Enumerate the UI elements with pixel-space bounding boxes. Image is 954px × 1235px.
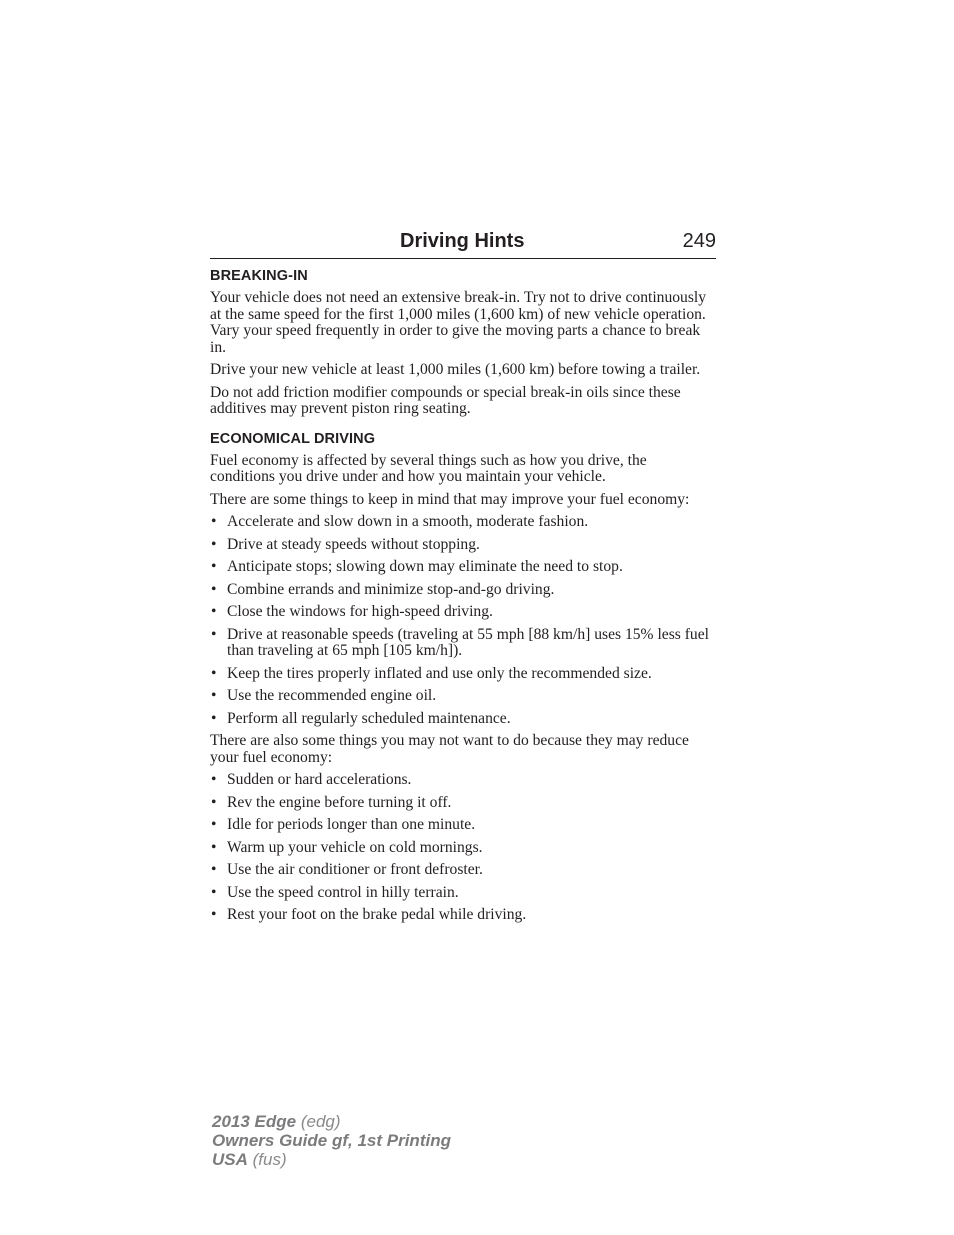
paragraph: There are some things to keep in mind that may improve your fuel economy: <box>210 490 690 508</box>
paragraph: Do not add friction modifier compounds or special break-in oils since these additives may prevent piston ring seating. <box>210 383 681 417</box>
footer-market-code: (fus) <box>247 1150 287 1169</box>
footer-model: 2013 Edge <box>212 1112 297 1131</box>
list-item <box>210 514 710 531</box>
list-item <box>210 559 710 576</box>
list-item-text: Rest your foot on the brake pedal while driving. <box>227 906 527 923</box>
list-item <box>210 885 710 902</box>
bullet-icon: • <box>211 535 217 553</box>
page-number: 249 <box>682 230 716 252</box>
list-item <box>210 772 710 789</box>
list-item <box>210 817 710 834</box>
list-item <box>210 862 710 879</box>
list-item-text: Use the air conditioner or front defroster. <box>227 861 483 878</box>
bullet-icon: • <box>211 709 217 727</box>
bullet-icon: • <box>211 771 217 788</box>
list-item <box>210 840 710 857</box>
footer-line-market <box>212 1150 451 1169</box>
footer-line-model <box>212 1112 451 1131</box>
list-item-text: Warm up your vehicle on cold mornings. <box>227 838 483 856</box>
page-content <box>210 267 710 930</box>
footer-line-guide <box>212 1131 451 1150</box>
section-heading-economical-driving: ECONOMICAL DRIVING <box>210 430 376 447</box>
footer-guide: Owners Guide gf, 1st Printing <box>212 1131 451 1150</box>
list-item-text: Use the recommended engine oil. <box>227 687 437 704</box>
page-title: Driving Hints <box>400 230 525 252</box>
list-item-text: Idle for periods longer than one minute. <box>227 816 476 833</box>
list-item-text: Accelerate and slow down in a smooth, moderate fashion. <box>227 513 589 530</box>
bullet-icon: • <box>211 816 217 833</box>
paragraph: Fuel economy is affected by several things such as how you drive, the conditions you drive under and how you maintain your vehicle. <box>210 451 647 485</box>
list-item <box>210 604 710 621</box>
list-item <box>210 688 710 705</box>
list-item-text: Anticipate stops; slowing down may eliminate the need to stop. <box>227 558 623 575</box>
list-item-text: Rev the engine before turning it off. <box>227 793 452 811</box>
list-item <box>210 582 710 599</box>
paragraph: Drive your new vehicle at least 1,000 miles (1,600 km) before towing a trailer. <box>210 361 701 378</box>
list-item <box>210 795 710 812</box>
list-item <box>210 907 710 924</box>
footer-market: USA <box>212 1150 248 1169</box>
list-item-text: Keep the tires properly inflated and use only the recommended size. <box>227 664 652 682</box>
list-item-text: Close the windows for high-speed driving. <box>227 603 493 620</box>
list-item-text: Drive at reasonable speeds (traveling at 55 mph [88 km/h] uses 15% less fuel than traveling at 65 mph [105 km/h]). <box>227 625 709 659</box>
page-header <box>210 228 716 259</box>
bullet-icon: • <box>211 861 217 878</box>
footer-model-code: (edg) <box>296 1112 341 1131</box>
bullet-icon: • <box>211 687 217 704</box>
list-item <box>210 627 710 660</box>
list-item-text: Perform all regularly scheduled maintenance. <box>227 709 511 727</box>
paragraph: Your vehicle does not need an extensive break-in. Try not to drive continuously at the same speed for the first 1,000 miles (1,600 km) of new vehicle operation. Vary your speed frequently in order to give the moving parts a chance to break in. <box>210 289 707 356</box>
bullet-icon: • <box>211 883 217 901</box>
paragraph: There are also some things you may not want to do because they may reduce your fuel economy: <box>210 732 689 766</box>
list-item <box>210 537 710 554</box>
bullet-icon: • <box>211 558 217 575</box>
bullet-icon: • <box>211 625 217 643</box>
list-item-text: Sudden or hard accelerations. <box>227 771 412 788</box>
bullet-icon: • <box>211 838 217 856</box>
bullet-icon: • <box>211 580 217 598</box>
list-item-text: Use the speed control in hilly terrain. <box>227 883 459 901</box>
document-footer <box>212 1112 451 1169</box>
bullet-icon: • <box>211 513 217 530</box>
bullet-icon: • <box>211 664 217 682</box>
bullet-icon: • <box>211 793 217 811</box>
bullet-icon: • <box>211 906 217 923</box>
section-heading-breaking-in: BREAKING-IN <box>210 268 308 284</box>
list-item-text: Combine errands and minimize stop-and-go driving. <box>227 580 555 598</box>
list-item-text: Drive at steady speeds without stopping. <box>227 535 480 553</box>
list-item <box>210 711 710 728</box>
reduce-fuel-economy-list <box>210 772 710 924</box>
list-item <box>210 666 710 683</box>
improve-fuel-economy-list <box>210 514 710 727</box>
bullet-icon: • <box>211 603 217 620</box>
